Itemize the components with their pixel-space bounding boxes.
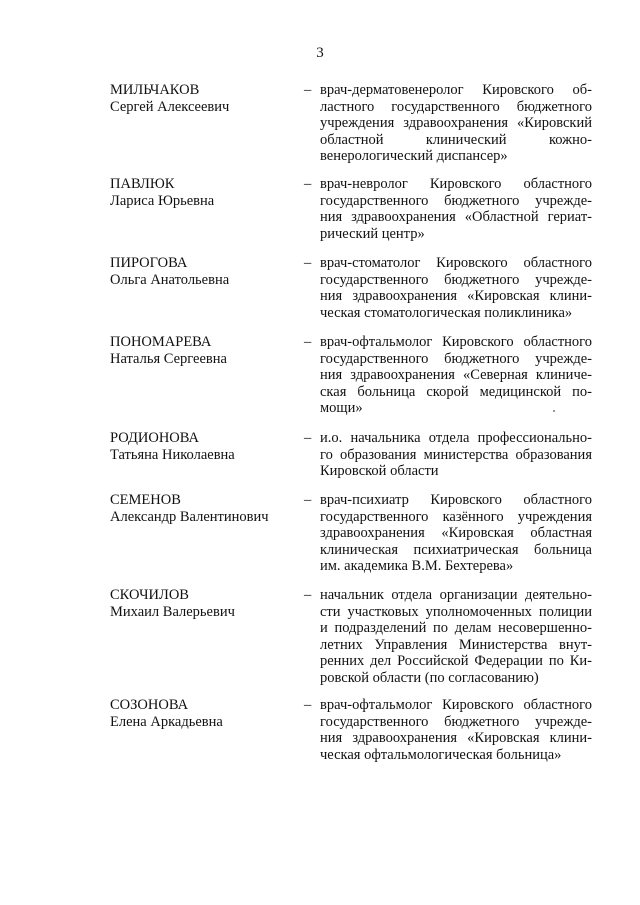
person-name <box>110 492 300 525</box>
description-line: ния здравоохранения «Кировская клини- <box>320 730 592 746</box>
person-name <box>110 697 300 730</box>
description-line: им. академика В.М. Бехтерева» <box>320 558 514 574</box>
description-line: ровской области (по согласованию) <box>320 669 539 686</box>
description-line: государственного бюджетного учрежде- <box>320 192 592 209</box>
separator-dash: – <box>304 176 312 192</box>
person-surname: ПОНОМАРЕВА <box>110 334 212 350</box>
person-given-names: Сергей Алексеевич <box>110 98 230 115</box>
separator-dash: – <box>304 255 312 271</box>
person-given-names: Наталья Сергеевна <box>110 350 227 367</box>
description-line: государственного казённого учреждения <box>320 508 592 525</box>
separator-dash: – <box>304 82 312 98</box>
person-name <box>110 82 300 115</box>
description-line: ния здравоохранения «Кировская клини- <box>320 288 592 304</box>
description-line: ренних дел Российской Федерации по Ки- <box>320 653 592 669</box>
position-description <box>320 587 592 686</box>
person-name <box>110 334 300 367</box>
person-given-names: Ольга Анатольевна <box>110 271 230 288</box>
position-description <box>320 697 592 763</box>
description-line: врач-стоматолог Кировского областного <box>320 255 592 271</box>
position-description <box>320 492 592 575</box>
description-line: мощи» <box>320 400 363 416</box>
description-line: и подразделений по делам несовершенно- <box>320 620 592 636</box>
person-surname: СОЗОНОВА <box>110 697 189 713</box>
separator-dash: – <box>304 492 312 508</box>
description-line: Кировской области <box>320 463 439 479</box>
scan-speck <box>553 410 555 412</box>
description-line: венерологический диспансер» <box>320 148 508 164</box>
description-line: летних Управления Министерства внут- <box>320 636 592 653</box>
description-line: сти участковых уполномоченных полиции <box>320 603 592 620</box>
person-surname: ПИРОГОВА <box>110 255 188 271</box>
separator-dash: – <box>304 334 312 350</box>
position-description <box>320 82 592 165</box>
person-surname: ПАВЛЮК <box>110 176 175 192</box>
description-line: ческая офтальмологическая больница» <box>320 746 562 763</box>
description-line: врач-офтальмолог Кировского областного <box>320 697 592 713</box>
person-given-names: Михаил Валерьевич <box>110 603 235 620</box>
description-line: ластного государственного бюджетного <box>320 98 592 115</box>
description-line: врач-невролог Кировского областного <box>320 176 592 192</box>
description-line: областной клинический кожно- <box>320 131 592 148</box>
description-line: государственного бюджетного учрежде- <box>320 713 592 730</box>
description-line: и.о. начальника отдела профессионально- <box>320 430 592 446</box>
description-line: ская больница скорой медицинской по- <box>320 383 592 400</box>
position-description <box>320 430 592 480</box>
person-given-names: Елена Аркадьевна <box>110 713 223 730</box>
description-line: врач-дерматовенеролог Кировского об- <box>320 82 592 98</box>
description-line: государственного бюджетного учрежде- <box>320 350 592 367</box>
description-line: здравоохранения «Кировская областная <box>320 525 592 541</box>
person-surname: РОДИОНОВА <box>110 430 199 446</box>
position-description <box>320 176 592 242</box>
description-line: ния здравоохранения «Северная клиниче- <box>320 367 592 383</box>
description-line: государственного бюджетного учрежде- <box>320 271 592 288</box>
person-name <box>110 587 300 620</box>
separator-dash: – <box>304 697 312 713</box>
person-name <box>110 430 300 463</box>
separator-dash: – <box>304 430 312 446</box>
person-surname: СЕМЕНОВ <box>110 492 181 508</box>
person-name <box>110 255 300 288</box>
description-line: врач-офтальмолог Кировского областного <box>320 334 592 350</box>
description-line: го образования министерства образования <box>320 446 592 463</box>
description-line: ния здравоохранения «Областной гериат- <box>320 209 592 225</box>
position-description <box>320 255 592 321</box>
description-line: рический центр» <box>320 225 425 242</box>
description-line: начальник отдела организации деятельно- <box>320 587 592 603</box>
position-description <box>320 334 592 417</box>
person-given-names: Лариса Юрьевна <box>110 192 215 209</box>
person-surname: МИЛЬЧАКОВ <box>110 82 200 98</box>
description-line: клиническая психиатрическая больница <box>320 541 592 558</box>
person-name <box>110 176 300 209</box>
person-given-names: Татьяна Николаевна <box>110 446 235 463</box>
description-line: ческая стоматологическая поликлиника» <box>320 304 573 321</box>
person-given-names: Александр Валентинович <box>110 508 269 525</box>
person-surname: СКОЧИЛОВ <box>110 587 189 603</box>
separator-dash: – <box>304 587 312 603</box>
description-line: врач-психиатр Кировского областного <box>320 492 592 508</box>
page-number: 3 <box>316 45 324 61</box>
description-line: учреждения здравоохранения «Кировский <box>320 115 592 131</box>
